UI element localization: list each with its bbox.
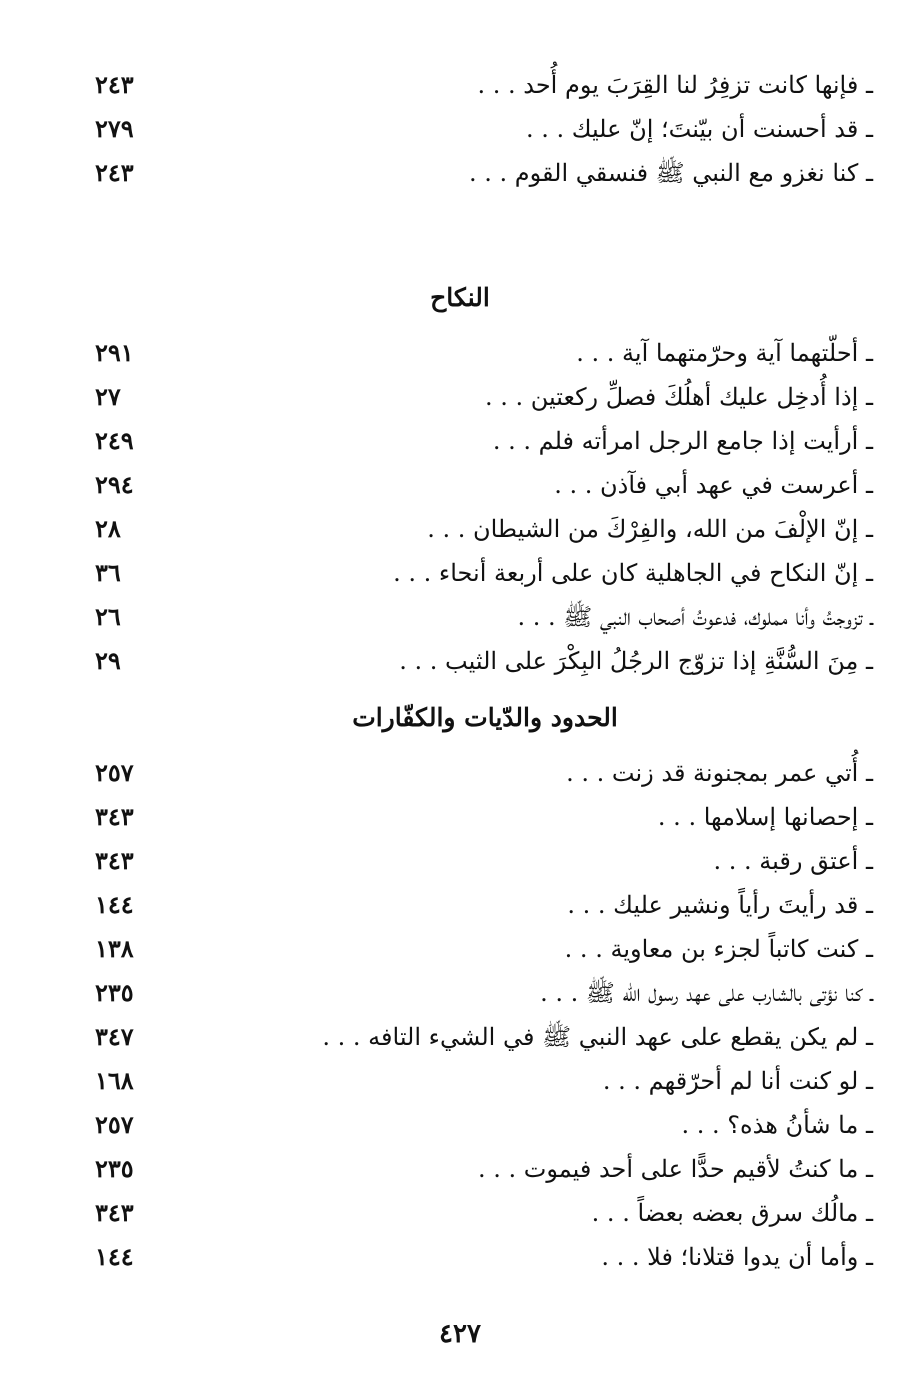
section-heading: النكاح [430,283,490,312]
entry-text: ـ أعرست في عهد أبي فآذن . . . [554,471,873,499]
entry-text: ـ وأما أن يدوا قتلانا؛ فلا . . . [601,1243,873,1271]
entry-page-number: ٢٧ [95,382,121,411]
footer-page-number: ٤٢٧ [439,1319,481,1349]
entry-text: ـ كنا نؤتى بالشارب على عهد رسول الله ﷺ . . . [540,979,873,1007]
index-entry [95,331,873,375]
index-entry [95,639,873,683]
index-entry [95,107,873,151]
index-entry [95,795,873,839]
index-entry [95,1235,873,1279]
entry-page-number: ٣٦ [95,558,121,587]
entry-page-number: ٣٤٣ [95,846,134,875]
entry-text: ـ أعتق رقبة . . . [713,847,873,875]
entry-page-number: ٣٤٣ [95,1198,134,1227]
index-entry [95,1103,873,1147]
entry-page-number: ٢٧٩ [95,114,134,143]
entry-page-number: ٢٣٥ [95,1154,134,1183]
entry-text: ـ إنّ الإلْفَ من الله، والفِرْكَ من الشيطان . . . [427,515,873,543]
entry-page-number: ١٣٨ [95,934,134,963]
entry-text: ـ إنّ النكاح في الجاهلية كان على أربعة أنحاء . . . [393,559,873,587]
entry-text: ـ مِنَ السُّنَّةِ إذا تزوّج الرجُلُ البِكْرَ على الثيب . . . [399,647,873,675]
entry-text: ـ إذا أُدخِل عليك أهلُكَ فصلِّ ركعتين . . . [484,383,873,411]
entry-text: ـ قد أحسنت أن بيّنتَ؛ إنّ عليك . . . [525,115,873,143]
entry-text: ـ فإنها كانت تزفِرُ لنا القِرَبَ يوم أُحد . . . [477,71,873,99]
index-entry [95,751,873,795]
entry-text: ـ أُتي عمر بمجنونة قد زنت . . . [566,759,873,787]
entry-page-number: ١٦٨ [95,1066,134,1095]
index-entry [95,1191,873,1235]
index-entry [95,375,873,419]
index-entry [95,463,873,507]
entry-text: ـ قد رأيتَ رأياً ونشير عليك . . . [567,891,873,919]
index-entry [95,839,873,883]
entry-text: ـ كنا نغزو مع النبي ﷺ فنسقي القوم . . . [468,159,873,187]
entry-page-number: ٣٤٧ [95,1022,134,1051]
entry-page-number: ٢٥٧ [95,1110,134,1139]
index-entry [95,883,873,927]
entry-page-number: ٢٥٧ [95,758,134,787]
index-entry [95,1059,873,1103]
section-heading: الحدود والدّيات والكفّارات [352,703,618,732]
entry-text: ـ تزوجتُ وأنا مملوك، فدعوتُ أصحاب النبي ﷺ . . . [517,603,873,631]
index-entry [95,927,873,971]
index-entry [95,419,873,463]
entry-text: ـ أرأيت إذا جامع الرجل امرأته فلم . . . [492,427,873,455]
entry-text: ـ لو كنت أنا لم أحرّقهم . . . [602,1067,873,1095]
entry-page-number: ٢٩٤ [95,470,134,499]
entry-text: ـ كنت كاتباً لجزء بن معاوية . . . [564,935,873,963]
index-entry [95,151,873,195]
index-entry [95,1147,873,1191]
entry-page-number: ٢٤٩ [95,426,134,455]
entry-text: ـ مالُك سرق بعضه بعضاً . . . [591,1199,873,1227]
entry-page-number: ٣٤٣ [95,802,134,831]
entry-text: ـ ما شأنُ هذه؟ . . . [681,1111,873,1139]
entry-text: ـ أحلّتهما آية وحرّمتهما آية . . . [576,339,873,367]
entry-text: ـ إحصانها إسلامها . . . [657,803,873,831]
entry-page-number: ١٤٤ [95,890,134,919]
entry-text: ـ ما كنتُ لأقيم حدًّا على أحد فيموت . . . [477,1155,873,1183]
entry-page-number: ٢٤٣ [95,70,134,99]
entry-page-number: ٢٦ [95,602,121,631]
entry-page-number: ٢٨ [95,514,121,543]
index-entry [95,1015,873,1059]
index-entry [95,595,873,639]
entry-page-number: ٢٤٣ [95,158,134,187]
entry-page-number: ١٤٤ [95,1242,134,1271]
entry-page-number: ٢٣٥ [95,978,134,1007]
entry-page-number: ٢٩١ [95,338,134,367]
entry-page-number: ٢٩ [95,646,121,675]
index-entry [95,63,873,107]
entry-text: ـ لم يكن يقطع على عهد النبي ﷺ في الشيء التافه . . . [322,1023,873,1051]
index-entry [95,971,873,1015]
index-entry [95,507,873,551]
index-entry [95,551,873,595]
